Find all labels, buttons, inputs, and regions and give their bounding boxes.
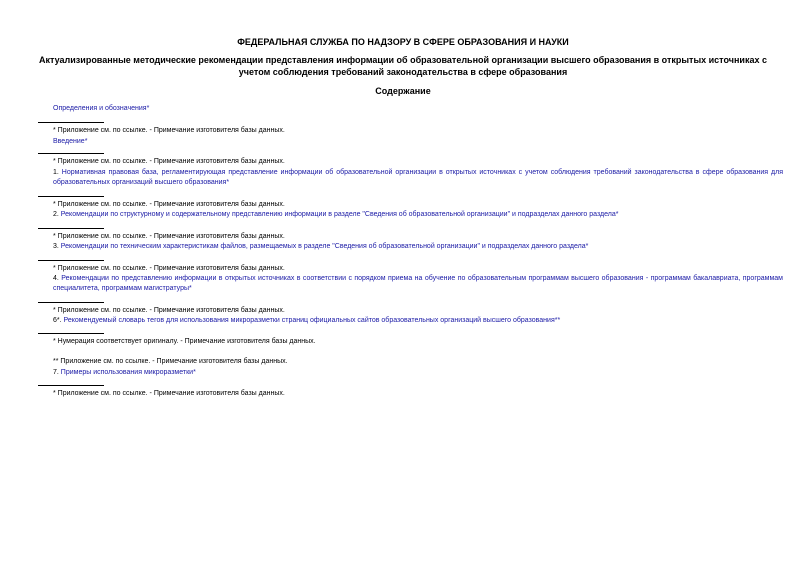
toc-link-definitions[interactable]: Определения и обозначения* [53,105,150,112]
toc-link-3[interactable]: Рекомендации по техническим характеристикам файлов, размещаемых в разделе "Сведения об образовательной организации" и подразделах данного раздела* [60,243,589,250]
footnote-divider [38,302,104,303]
toc-item-4[interactable] [38,274,783,294]
toc-item-definitions[interactable] [38,104,783,114]
toc-item-number: 6*. [53,317,62,324]
footnote: * Приложение см. по ссылке. - Примечание изготовителя базы данных. [53,390,285,397]
agency-title: ФЕДЕРАЛЬНАЯ СЛУЖБА ПО НАДЗОРУ В СФЕРЕ ОБРАЗОВАНИЯ И НАУКИ [237,37,569,47]
footnote: * Нумерация соответствует оригиналу. - Примечание изготовителя базы данных. [53,338,316,345]
footnote-divider [38,333,104,334]
toc-item-number: 4. [53,275,59,282]
toc-item-number: 2. [53,211,59,218]
document-title: Актуализированные методические рекомендации представления информации об образовательной организации высшего образования в открытых источниках с учетом соблюдения требований законодательства в сфере образования [39,55,767,77]
footnote-divider [38,196,104,197]
footnote-divider [38,385,104,386]
toc-link-4[interactable]: Рекомендации по представлению информации в открытых источниках в соответствии с порядком приема на обучение по образовательным программам высшего образования - программам бакалавриата, программам специалитета, программам магистратуры* [53,275,783,292]
toc-link-7[interactable]: Примеры использования микроразметки* [60,369,196,376]
footnote: * Приложение см. по ссылке. - Примечание изготовителя базы данных. [53,127,285,134]
toc-link-6[interactable]: Рекомендуемый словарь тегов для использования микроразметки страниц официальных сайтов образовательных организаций высшего образования** [63,317,561,324]
toc-item-7[interactable] [38,368,783,378]
toc-item-number: 1. [53,169,59,176]
toc-item-number: 3. [53,243,59,250]
toc-item-intro[interactable] [38,137,783,147]
footnote-divider [38,153,104,154]
toc-item-6[interactable] [38,316,783,326]
toc-link-intro[interactable]: Введение* [53,138,88,145]
footnote: * Приложение см. по ссылке. - Примечание изготовителя базы данных. [53,158,285,165]
contents-heading: Содержание [375,86,431,96]
footnote-divider [38,260,104,261]
footnote: ** Приложение см. по ссылке. - Примечание изготовителя базы данных. [53,358,288,365]
footnote: * Приложение см. по ссылке. - Примечание изготовителя базы данных. [53,201,285,208]
toc-link-2[interactable]: Рекомендации по структурному и содержательному представлению информации в разделе "Сведения об образовательной организации" и подразделах данного раздела* [60,211,619,218]
toc-item-1[interactable] [38,168,783,188]
footnote: * Приложение см. по ссылке. - Примечание изготовителя базы данных. [53,307,285,314]
toc-item-number: 7. [53,369,59,376]
footnote: * Приложение см. по ссылке. - Примечание изготовителя базы данных. [53,233,285,240]
footnote: * Приложение см. по ссылке. - Примечание изготовителя базы данных. [53,265,285,272]
footnote-divider [38,122,104,123]
toc-item-2[interactable] [38,210,783,220]
footnote-divider [38,228,104,229]
toc-item-3[interactable] [38,242,783,252]
toc-link-1[interactable]: Нормативная правовая база, регламентирующая представление информации об образовательной организации в открытых источниках с учетом соблюдения требований законодательства в сфере образования для образовательных организаций высшего образования* [53,169,783,186]
